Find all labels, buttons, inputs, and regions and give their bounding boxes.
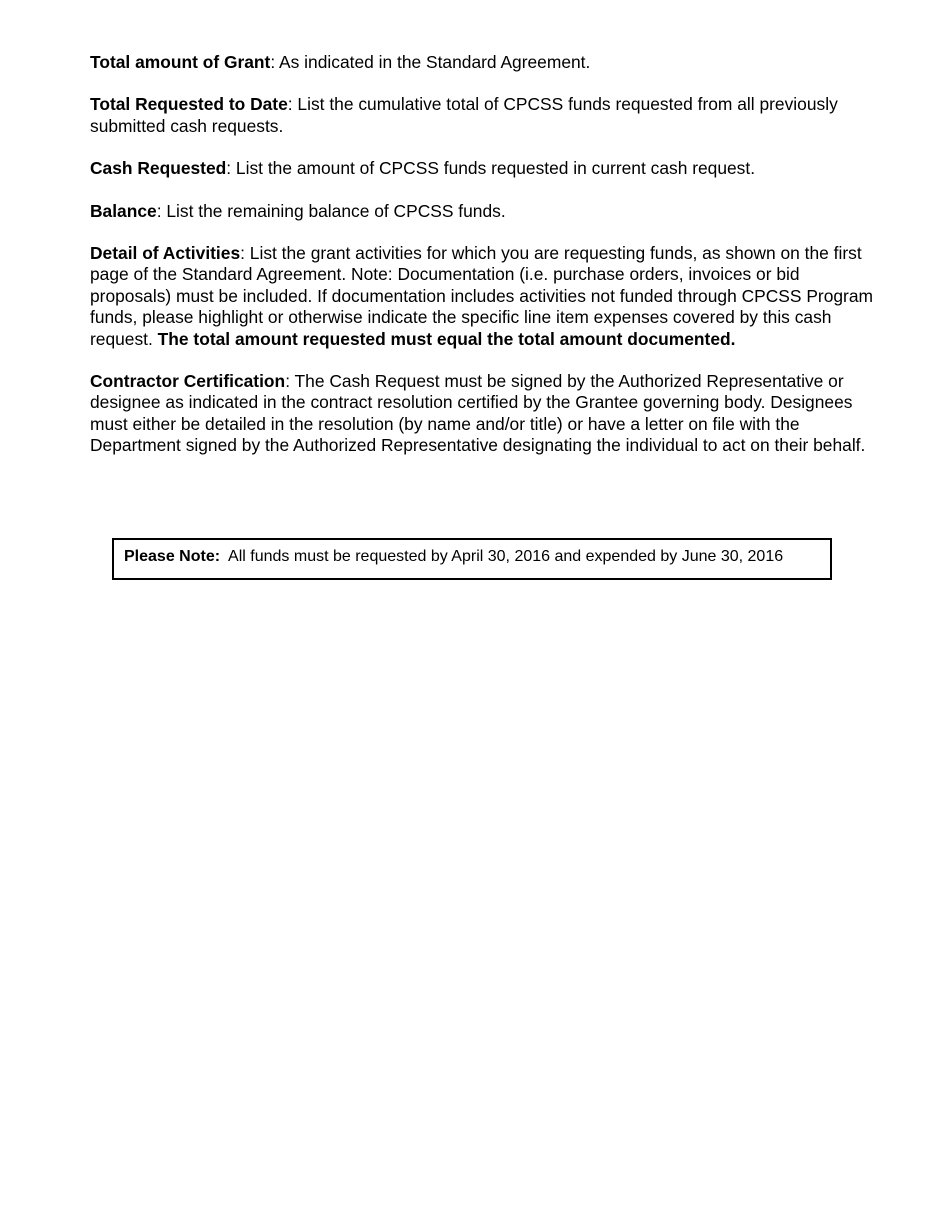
- contractor-certification-paragraph: [90, 371, 880, 457]
- instructions-body: [90, 52, 880, 478]
- total-amount-of-grant-text: : As indicated in the Standard Agreement.: [270, 52, 591, 72]
- total-requested-to-date-text: : List the cumulative total of CPCSS funds requested from all previously submitted cash requests.: [90, 94, 838, 136]
- cash-requested-text: : List the amount of CPCSS funds requested in current cash request.: [226, 158, 756, 179]
- please-note-text: All funds must be requested by April 30, 2016 and expended by June 30, 2016: [220, 548, 784, 565]
- total-requested-to-date-term: Total Requested to Date: [90, 94, 288, 115]
- detail-of-activities-paragraph: [90, 243, 880, 350]
- balance-term: Balance: [90, 200, 157, 221]
- cash-requested-paragraph: [90, 158, 880, 179]
- total-requested-to-date-paragraph: [90, 94, 880, 137]
- total-amount-of-grant-term: Total amount of Grant: [90, 52, 271, 72]
- cash-requested-term: Cash Requested: [90, 158, 227, 179]
- total-amount-of-grant-paragraph: [90, 52, 880, 73]
- detail-of-activities-term: Detail of Activities: [90, 243, 241, 264]
- detail-of-activities-text: : List the grant activities for which you are requesting funds, as shown on the first page of the Standard Agreement. Note: Documentation (i.e. purchase orders, invoices or bid proposals) must be included. If documentation includes activities not funded through CPCSS Program funds, please highlight or otherwise indicate the specific line item expenses covered by this cash request.: [90, 243, 874, 349]
- please-note-label: Please Note:: [124, 548, 221, 565]
- detail-of-activities-requirement: The total amount requested must equal the total amount documented.: [157, 328, 736, 349]
- balance-paragraph: [90, 201, 880, 222]
- please-note-line: [124, 548, 783, 566]
- contractor-certification-term: Contractor Certification: [90, 371, 286, 392]
- contractor-certification-text: : The Cash Request must be signed by the Authorized Representative or designee as indicated in the contract resolution certified by the Grantee governing body. Designees must either be detailed in the resolution (by name and/or title) or have a letter on file with the Department signed by the Authorized Representative designating the individual to act on their behalf.: [90, 371, 866, 456]
- balance-text: : List the remaining balance of CPCSS funds.: [156, 200, 506, 221]
- please-note-box: [112, 538, 832, 580]
